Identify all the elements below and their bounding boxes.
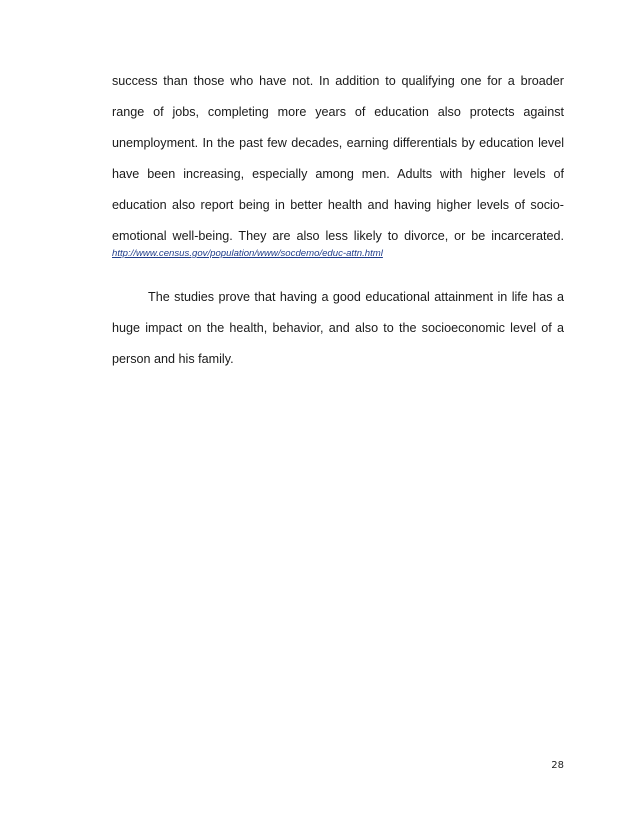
paragraph-1-line-1: success than those who have not. In addition to qualifying one for a broader [112,74,564,88]
paragraph-1-line-5: education also report being in better health and having higher levels of socio- [112,198,564,212]
paragraph-2-line-2: huge impact on the health, behavior, and also to the socioeconomic level of a [112,321,564,335]
paragraph-1-line-4: have been increasing, especially among men. Adults with higher levels of [112,167,564,181]
paragraph-2-line-3: person and his family. [112,352,234,366]
paragraph-1-line-2: range of jobs, completing more years of education also protects against [112,105,564,119]
source-link[interactable]: http://www.census.gov/population/www/socdemo/educ-attn.html [112,248,383,259]
paragraph-1-line-6: emotional well-being. They are also less likely to divorce, or be incarcerated. [112,229,564,243]
page-number: 28 [551,760,564,771]
paragraph-1-line-3: unemployment. In the past few decades, earning differentials by education level [112,136,564,150]
paragraph-2-line-1: The studies prove that having a good educational attainment in life has a [148,290,564,304]
